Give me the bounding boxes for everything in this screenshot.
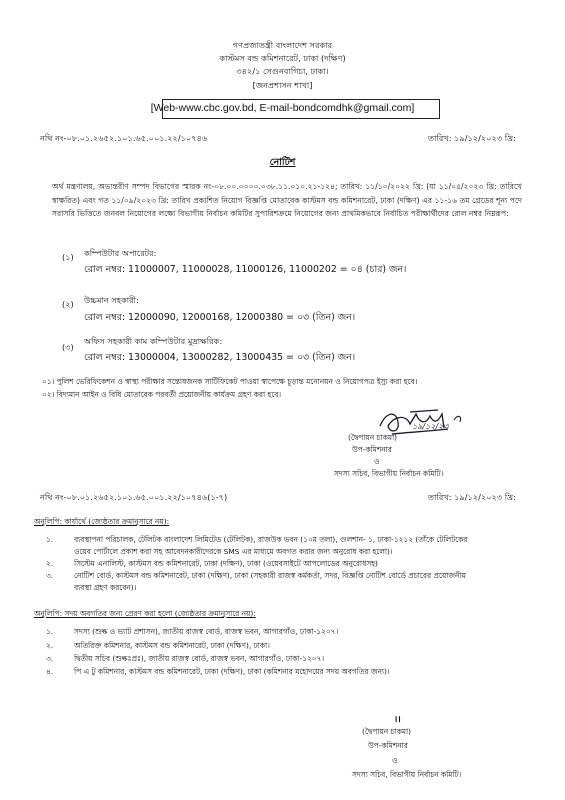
section-name: [জনপ্রশাসন শাখা]	[252, 80, 313, 90]
copy-action-2-number: ২.	[46, 559, 54, 568]
post-1-rolls: রোল নম্বর: 11000007, 11000028, 11000126, 11000202 = ০৪ (চার) জন।	[84, 264, 407, 275]
copy-action-2-line-1: সিস্টেম এনালিস্ট, কাস্টমস বন্ড কমিশনারেট, ঢাকা (দক্ষিণ), ঢাকা (ওয়েবসাইটে আপলোডের অনুরোধসহ)	[74, 559, 378, 568]
copy-info-2-number: ২.	[46, 641, 54, 650]
signatory-and: ও	[374, 457, 380, 466]
note-2: ০২। বিদ্যমান আইন ও বিধি মোতাবেক পরবর্তী প্রয়োজনীয় কার্যক্রম গ্রহণ করা হবে।	[42, 390, 282, 399]
copy-info-3-number: ৩.	[46, 654, 54, 663]
copy-info-4-text: পি এ টু কমিশনার, কাস্টমস বন্ড কমিশনারেট, ঢাকা (দক্ষিণ), ঢাকা (কমিশনার মহোদয়ের সদয় অবগতির জন্য)।	[74, 667, 390, 676]
copy-action-3-line-1: নোটিশ বোর্ড, কাস্টমস বন্ড কমিশনারেট, ঢাকা (দক্ষিণ), ঢাকা (সহকারী রাজস্ব কর্মকর্তা, সদর, বিজ্ঞপ্তি নোটিশ বোর্ডে প্রচারের প্রয়োজনীয়	[74, 571, 466, 580]
copy-memo-date: তারিখ: ১৯/১২/২০২৩ খ্রি:	[428, 492, 516, 502]
memo-date: তারিখ: ১৯/১২/২০২৩ খ্রি:	[428, 133, 516, 143]
signatory-title: উপ-কমিশনার	[352, 445, 392, 454]
copy-action-1-number: ১.	[46, 535, 54, 544]
copy-info-4-number: ৪.	[46, 667, 54, 676]
signatory-2-title: উপ-কমিশনার	[368, 741, 408, 750]
copy-action-1-line-1: ব্যবস্থাপনা পরিচালক, টেলিটক বাংলাদেশ লিমিটেড (টেলিটক), রাজউক ভবন (১০ম তলা), গুলশান- ১, ঢাকা-১২১২ (তাঁকে টেলিটকের	[74, 535, 468, 544]
copy-info-heading: অনুলিপি: সদয় অবগতির জন্য প্রেরণ করা হলো (জ্যেষ্ঠতার ক্রমানুসারে নয়):	[34, 609, 256, 618]
post-2-name: উচ্চমান সহকারী:	[84, 295, 139, 305]
post-3-name: অফিস সহকারী কাম কম্পিউটার মুদ্রাক্ষরিক:	[84, 336, 223, 346]
notice-body: অর্থ মন্ত্রণালয়, অভ্যন্তরীণ সম্পদ বিভাগের স্মারক নং-০৮.০০.০০০০.০৩৮.১১.০১০.২১-১২৪; তারিখ: ১১/১০/২০২২ খ্রি: (যা ১১/০৫/২০২৩ খ্রি: তারিখে স্বাক্ষরিত) এবং গত ১১/০৯/২০২৩ খ্রি: তারিখ প্রকাশিত নিয়োগ বিজ্ঞপ্তি মোতাবেক কাস্টমস বন্ড কমিশনারেট, ঢাকা (দক্ষিণ) এর ১১-১৬ তম গ্রেডের শূন্য পদে সরাসরি ভিত্তিতে জনবল নিয়োগের লক্ষ্যে বিভাগীয় নির্বাচন কমিটির সুপারিশক্রমে নিয়োগের জন্য প্রাথমিকভাবে নির্বাচিত পরীক্ষার্থীদের রোল নম্বর নিম্নরূপ:	[52, 182, 522, 218]
post-1-name: কম্পিউটার অপারেটর:	[84, 248, 157, 258]
copy-action-3-number: ৩.	[46, 571, 54, 580]
copy-info-3-text: দ্বিতীয় সচিব (শুল্কঃপ্রঃ), জাতীয় রাজস্ব বোর্ড, রাজস্ব ভবন, আগারগাঁও, ঢাকা-১২০৭।	[74, 654, 325, 663]
signature-date: ১৯/১২/২৩	[412, 422, 449, 431]
signatory-2-and: ও	[392, 756, 398, 765]
notice-title: নোটিশ	[269, 157, 296, 168]
post-2-rolls: রোল নম্বর: 12000090, 12000168, 12000380 = ০৩ (তিন) জন।	[84, 312, 356, 323]
web-email: [Web-www.cbc.gov.bd, E-mail-bondcomdhk@gmail.com]	[150, 102, 415, 114]
copy-memo-number: নথি নং-০৮.০১.২৬৫২.১০১.৬৫.০০১.২২/১০৭৪৬(১-৭)	[40, 492, 228, 502]
copy-info-1-text: সদস্য (শুল্ক ও ভ্যাট প্রশাসন), জাতীয় রাজস্ব বোর্ড, রাজস্ব ভবন, আগারগাঁও, ঢাকা-১২০৭।	[74, 627, 339, 636]
signatory-name: (দ্বৈপায়ন চাকমা)	[348, 433, 397, 442]
office-address: ৩৪২/১ সেগুনবাগিচা, ঢাকা।	[236, 66, 329, 76]
post-3-rolls: রোল নম্বর: 13000004, 13000282, 13000435 = ০৩ (তিন) জন।	[84, 352, 356, 363]
memo-number: নথি নং-০৮.০১.২৬৫২.১০১.৬৫.০০১.২২/১০৭৪৬	[40, 133, 208, 143]
post-2-number: (২)	[62, 299, 74, 309]
post-3-number: (৩)	[62, 342, 74, 352]
post-1-number: (১)	[62, 252, 74, 262]
copy-info-1-number: ১.	[46, 627, 54, 636]
signatory-2-role: সদস্য সচিব, বিভাগীয় নির্বাচন কমিটি।	[352, 770, 462, 779]
copy-info-2-text: অতিরিক্ত কমিশনার, কাস্টমস বন্ড কমিশনারেট, ঢাকা (দক্ষিণ), ঢাকা।	[74, 641, 270, 650]
copy-action-1-line-2: ওয়েব পোর্টালে প্রকাশ করা সহ আবেদনকারীদেরকে SMS এর মাধ্যমে অবগত করার জন্য অনুরোধ করা হলো)।	[74, 547, 393, 556]
signature-mark: ।।	[394, 715, 401, 725]
gov-name: গণপ্রজাতন্ত্রী বাংলাদেশ সরকার	[232, 40, 333, 50]
note-1: ০১। পুলিশ ভেরিফিকেশন ও স্বাস্থ্য পরীক্ষার সন্তোষজনক সার্টিফিকেট পাওয়া স্বাপেক্ষে চূড়ান্ত মনোনয়ন ও নিয়োগপত্র ইস্যু করা হবে।	[42, 377, 418, 386]
signatory-role: সদস্য সচিব, বিভাগীয় নির্বাচন কমিটি।	[334, 469, 444, 478]
signatory-2-name: (দ্বৈপায়ন চাকমা)	[362, 727, 411, 736]
office-name: কাস্টমস বন্ড কমিশনারেট, ঢাকা (দক্ষিণ)	[219, 53, 346, 63]
copy-action-heading: অনুলিপি: কার্যার্থে (জ্যেষ্ঠতার ক্রমানুসারে নয়):	[34, 517, 170, 526]
copy-action-3-line-2: ব্যবস্থা গ্রহণ করবেন)।	[74, 583, 137, 592]
